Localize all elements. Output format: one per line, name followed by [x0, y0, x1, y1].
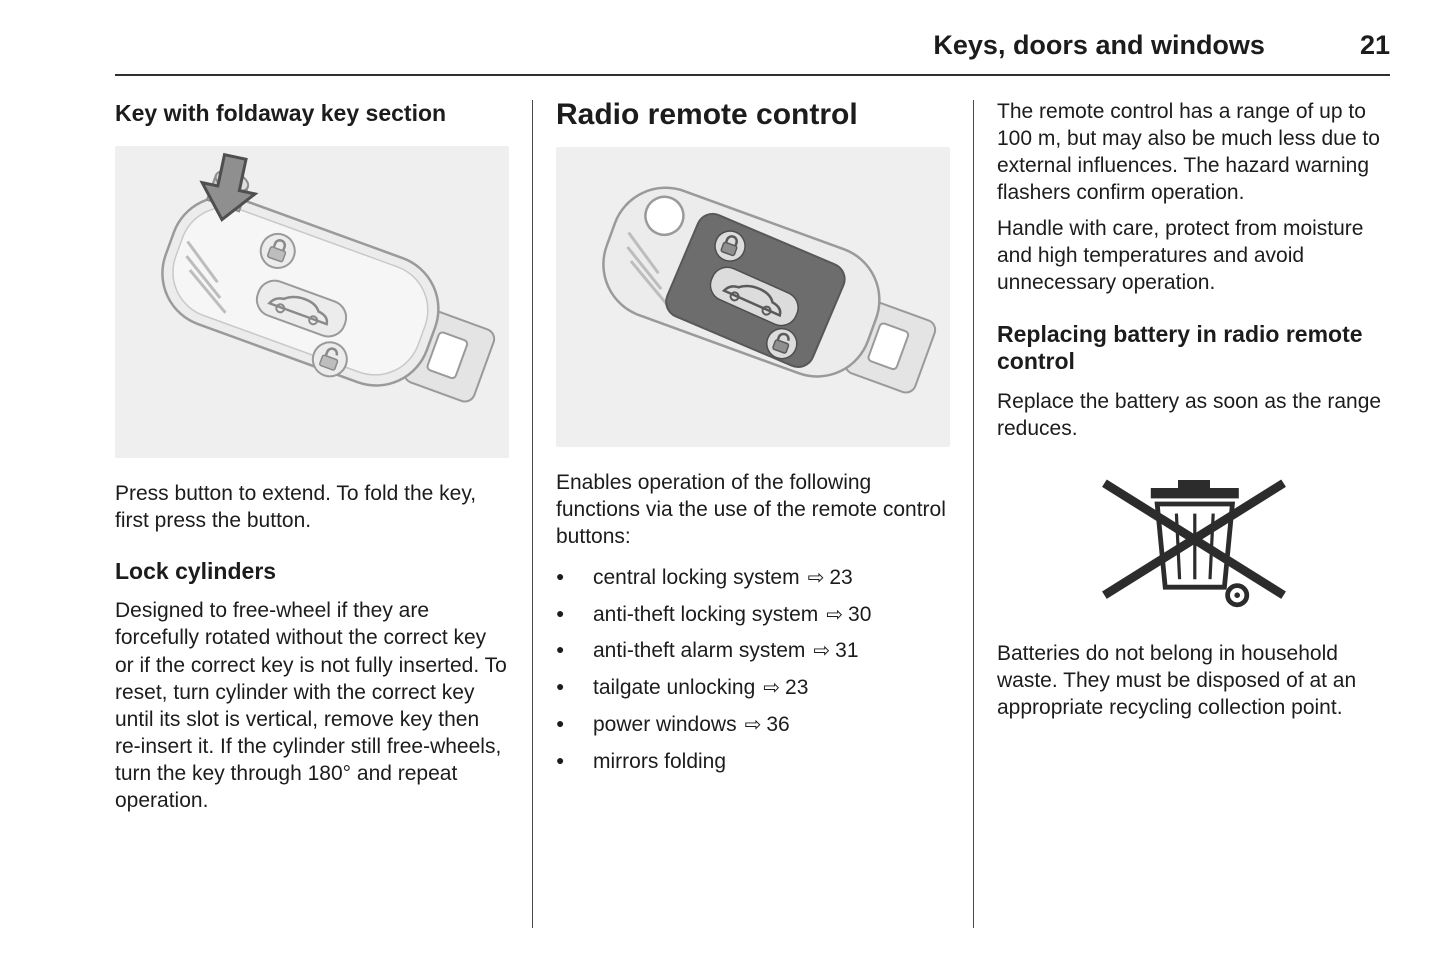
page-header	[115, 30, 1390, 76]
page-ref-number: 36	[766, 712, 790, 736]
page-ref	[734, 750, 739, 773]
bullet-icon: ●	[556, 604, 565, 621]
column-divider	[973, 100, 974, 928]
bullet-icon: ●	[556, 641, 565, 658]
list-item	[556, 637, 950, 665]
page-ref-number: 23	[829, 565, 853, 589]
function-label: anti-theft alarm system	[593, 639, 806, 663]
content-columns	[115, 98, 1390, 928]
page-ref	[813, 639, 858, 662]
list-item	[556, 674, 950, 702]
bullet-icon: ●	[556, 714, 565, 731]
chapter-title: Keys, doors and windows	[933, 30, 1265, 60]
page-ref-number: 30	[848, 602, 872, 626]
section-heading: Lock cylinders	[115, 557, 277, 584]
list-item	[556, 711, 950, 739]
bullet-icon: ●	[556, 678, 565, 695]
remote-key-drawing	[556, 147, 950, 447]
foldaway-key-drawing	[115, 146, 509, 458]
body-text: Handle with care, protect from moisture and high temperatures and avoid unnecessary operation.	[997, 217, 1364, 295]
list-item	[556, 564, 950, 592]
caption-text: Press button to extend. To fold the key, first press the button.	[115, 481, 477, 532]
column-radio-remote	[556, 98, 950, 785]
page-ref-number: 23	[785, 676, 809, 700]
foldaway-key-illustration	[115, 146, 509, 458]
page-ref-arrow-icon: ⇨	[763, 677, 781, 700]
remote-control-illustration	[556, 147, 950, 447]
section-heading: Replacing battery in radio remote control	[997, 320, 1363, 375]
body-text: The remote control has a range of up to 100 m, but may also be much less due to external influences. The hazard warning flashers confirm operation.	[997, 100, 1380, 205]
column-divider	[532, 100, 533, 928]
section-heading: Key with foldaway key section	[115, 100, 447, 126]
page-ref-arrow-icon: ⇨	[813, 640, 831, 663]
function-label: tailgate unlocking	[593, 676, 756, 700]
page-ref-arrow-icon: ⇨	[807, 566, 825, 589]
function-label: power windows	[593, 712, 737, 736]
bullet-icon: ●	[556, 567, 565, 584]
bullet-icon: ●	[556, 751, 565, 768]
crossed-out-bin-drawing	[1074, 456, 1314, 624]
battery-disposal-illustration	[997, 456, 1391, 624]
page-number: 21	[1359, 30, 1390, 60]
page-ref	[745, 713, 790, 736]
body-text: Batteries do not belong in household waste. They must be disposed of at an appropriate recycling collection point.	[997, 641, 1357, 720]
page-ref	[808, 566, 853, 589]
page-ref-arrow-icon: ⇨	[744, 713, 762, 736]
body-text: Replace the battery as soon as the range reduces.	[997, 389, 1382, 440]
section-heading: Radio remote control	[556, 98, 858, 131]
function-list	[556, 564, 950, 776]
body-text: Designed to free-wheel if they are forcefully rotated without the correct key or if the correct key is not fully inserted. To reset, turn cylinder with the correct key until its slot is vertical, remove key then re-insert it. If the cylinder still free-wheels, turn the key through 180° and repeat operation.	[115, 599, 507, 812]
list-item	[556, 601, 950, 629]
list-item	[556, 748, 950, 776]
page-ref	[763, 676, 808, 699]
page-ref-number: 31	[835, 639, 859, 663]
page-ref-arrow-icon: ⇨	[826, 603, 844, 626]
intro-text: Enables operation of the following functions via the use of the remote control buttons:	[556, 470, 946, 548]
function-label: mirrors folding	[593, 749, 727, 773]
function-label: central locking system	[593, 565, 800, 589]
function-label: anti-theft locking system	[593, 602, 819, 626]
column-key-foldaway	[115, 98, 509, 823]
column-battery	[997, 98, 1391, 730]
page-ref	[826, 603, 871, 626]
